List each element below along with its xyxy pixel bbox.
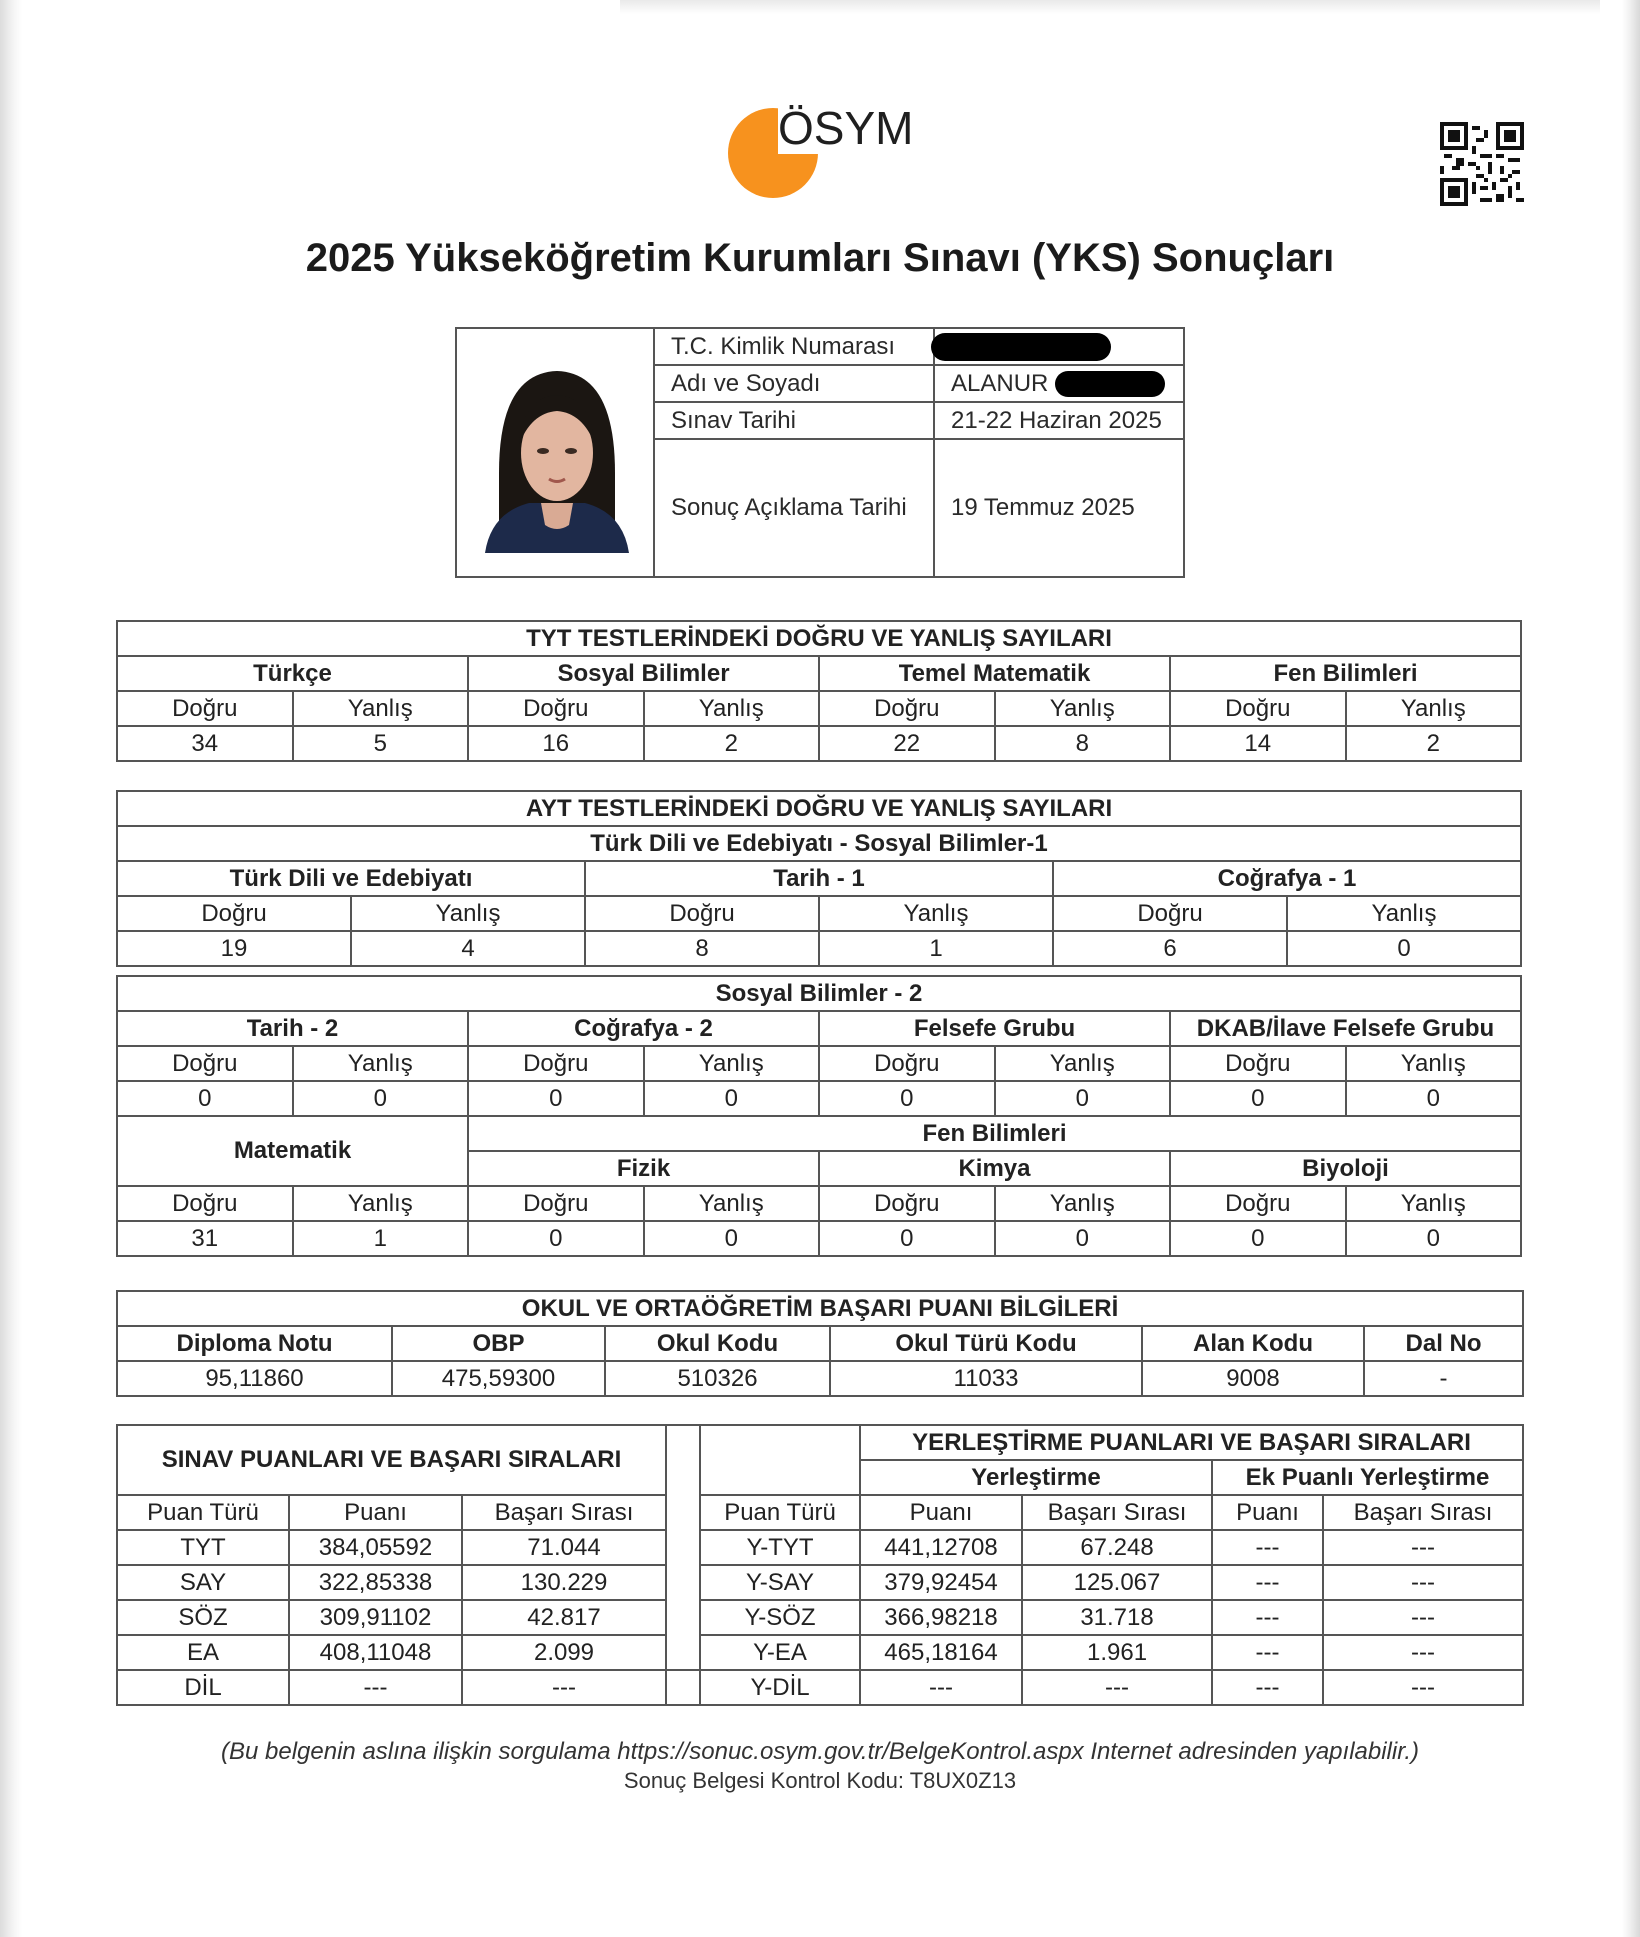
cell: --- <box>1212 1530 1323 1565</box>
value-cell: 1 <box>819 931 1053 966</box>
ayt-subject-cografya1: Coğrafya - 1 <box>1053 861 1521 896</box>
col-dogru: Doğru <box>819 691 995 726</box>
value-diploma: 95,11860 <box>117 1361 392 1396</box>
exam-date-value: 21-22 Haziran 2025 <box>934 402 1183 439</box>
ayt-subject-edebiyat: Türk Dili ve Edebiyatı <box>117 861 585 896</box>
col-yanlis: Yanlış <box>995 1186 1171 1221</box>
okul-table <box>116 1290 1524 1397</box>
tyt-title: TYT TESTLERİNDEKİ DOĞRU VE YANLIŞ SAYILARI <box>117 621 1521 656</box>
ayt-subject-tarih1: Tarih - 1 <box>585 861 1053 896</box>
col-puan-turu: Puan Türü <box>700 1495 860 1530</box>
cell: --- <box>462 1670 666 1705</box>
col-dogru: Doğru <box>117 691 293 726</box>
value-cell: 8 <box>995 726 1171 761</box>
header-okul-turu: Okul Türü Kodu <box>830 1326 1142 1361</box>
value-cell: 14 <box>1170 726 1346 761</box>
cell: Y-SAY <box>700 1565 860 1600</box>
control-code: Sonuç Belgesi Kontrol Kodu: T8UX0Z13 <box>623 1768 1017 1793</box>
sinav-title: SINAV PUANLARI VE BAŞARI SIRALARI <box>117 1425 666 1495</box>
tyt-subject-sosyal: Sosyal Bilimler <box>468 656 819 691</box>
value-cell: 19 <box>117 931 351 966</box>
cell: 465,18164 <box>860 1635 1022 1670</box>
value-cell: 0 <box>468 1221 644 1256</box>
col-dogru: Doğru <box>468 1186 644 1221</box>
col-yanlis: Yanlış <box>819 896 1053 931</box>
cell: --- <box>860 1670 1022 1705</box>
value-alan-kodu: 9008 <box>1142 1361 1364 1396</box>
col-yanlis: Yanlış <box>644 1186 820 1221</box>
col-dogru: Doğru <box>819 1186 995 1221</box>
col-yanlis: Yanlış <box>995 1046 1171 1081</box>
value-cell: 2 <box>644 726 820 761</box>
col-yanlis: Yanlış <box>293 691 469 726</box>
col-yanlis: Yanlış <box>1346 1186 1522 1221</box>
ayt-group2-title: Sosyal Bilimler - 2 <box>117 976 1521 1011</box>
col-yanlis: Yanlış <box>1287 896 1521 931</box>
page-title: 2025 Yükseköğretim Kurumları Sınavı (YKS) Sonuçları <box>305 236 1335 280</box>
yer-empty-cell <box>700 1425 860 1495</box>
cell: --- <box>1323 1670 1523 1705</box>
cell: 384,05592 <box>289 1530 462 1565</box>
cell: --- <box>1323 1635 1523 1670</box>
page-shadow-left <box>0 0 22 1937</box>
value-cell: 0 <box>1287 931 1521 966</box>
value-cell: 0 <box>293 1081 469 1116</box>
col-dogru: Doğru <box>1170 691 1346 726</box>
col-puani: Puanı <box>1212 1495 1323 1530</box>
header-diploma: Diploma Notu <box>117 1326 392 1361</box>
cell: EA <box>117 1635 289 1670</box>
announce-date-value: 19 Temmuz 2025 <box>951 494 1135 521</box>
value-cell: 16 <box>468 726 644 761</box>
col-yanlis: Yanlış <box>293 1046 469 1081</box>
ayt-subject-felsefe: Felsefe Grubu <box>819 1011 1170 1046</box>
info-row-name <box>655 365 1183 402</box>
cell: 42.817 <box>462 1600 666 1635</box>
candidate-info-box <box>455 327 1185 578</box>
cell: --- <box>1022 1670 1212 1705</box>
logo-text: ÖSYM <box>778 102 914 154</box>
value-dal-no: - <box>1364 1361 1523 1396</box>
col-dogru: Doğru <box>1053 896 1287 931</box>
cell: 309,91102 <box>289 1600 462 1635</box>
ayt-subject-kimya: Kimya <box>819 1151 1170 1186</box>
table-row <box>117 1530 1523 1565</box>
col-dogru: Doğru <box>468 691 644 726</box>
ayt-subject-matematik: Matematik <box>117 1116 468 1186</box>
redaction-mark <box>1055 371 1165 397</box>
col-dogru: Doğru <box>117 1046 293 1081</box>
value-cell: 4 <box>351 931 585 966</box>
cell: --- <box>1212 1635 1323 1670</box>
yer-sub1: Yerleştirme <box>860 1460 1212 1495</box>
col-puan-turu: Puan Türü <box>117 1495 289 1530</box>
candidate-info-table <box>655 329 1183 576</box>
cell: SAY <box>117 1565 289 1600</box>
cell: SÖZ <box>117 1600 289 1635</box>
ayt-subject-biyoloji: Biyoloji <box>1170 1151 1521 1186</box>
table-row <box>117 1670 1523 1705</box>
value-cell: 0 <box>1170 1221 1346 1256</box>
col-yanlis: Yanlış <box>1346 1046 1522 1081</box>
cell: --- <box>1323 1530 1523 1565</box>
col-puani: Puanı <box>289 1495 462 1530</box>
table-row <box>117 1565 1523 1600</box>
exam-date-label: Sınav Tarihi <box>655 402 934 439</box>
cell: 130.229 <box>462 1565 666 1600</box>
value-cell: 0 <box>995 1221 1171 1256</box>
cell: --- <box>1323 1565 1523 1600</box>
value-cell: 34 <box>117 726 293 761</box>
cell: 67.248 <box>1022 1530 1212 1565</box>
col-basari: Başarı Sırası <box>462 1495 666 1530</box>
name-value: ALANUR <box>951 369 1049 397</box>
announce-date-label: Sonuç Açıklama Tarihi <box>655 439 934 576</box>
tyt-table <box>116 620 1522 762</box>
value-cell: 0 <box>1346 1081 1522 1116</box>
ayt-subject-tarih2: Tarih - 2 <box>117 1011 468 1046</box>
col-yanlis: Yanlış <box>644 691 820 726</box>
value-cell: 0 <box>819 1081 995 1116</box>
cell: --- <box>1212 1670 1323 1705</box>
cell: 1.961 <box>1022 1635 1212 1670</box>
col-basari: Başarı Sırası <box>1323 1495 1523 1530</box>
ayt-subject-cografya2: Coğrafya - 2 <box>468 1011 819 1046</box>
page-shadow-top <box>620 0 1600 14</box>
cell: 379,92454 <box>860 1565 1022 1600</box>
col-dogru: Doğru <box>585 896 819 931</box>
name-value-cell <box>934 365 1183 402</box>
col-dogru: Doğru <box>1170 1046 1346 1081</box>
col-dogru: Doğru <box>117 1186 293 1221</box>
tc-value-redacted <box>934 329 1183 365</box>
osym-logo <box>724 100 924 200</box>
header-alan-kodu: Alan Kodu <box>1142 1326 1364 1361</box>
col-dogru: Doğru <box>468 1046 644 1081</box>
header-obp: OBP <box>392 1326 605 1361</box>
col-dogru: Doğru <box>819 1046 995 1081</box>
col-yanlis: Yanlış <box>293 1186 469 1221</box>
cell: 441,12708 <box>860 1530 1022 1565</box>
value-cell: 0 <box>819 1221 995 1256</box>
value-cell: 0 <box>1170 1081 1346 1116</box>
value-cell: 8 <box>585 931 819 966</box>
name-label: Adı ve Soyadı <box>655 365 934 402</box>
cell: TYT <box>117 1530 289 1565</box>
cell: 366,98218 <box>860 1600 1022 1635</box>
tyt-subject-turkce: Türkçe <box>117 656 468 691</box>
cell: 125.067 <box>1022 1565 1212 1600</box>
cell: 408,11048 <box>289 1635 462 1670</box>
table-row <box>117 1635 1523 1670</box>
candidate-photo <box>457 329 655 576</box>
verification-note: (Bu belgenin aslına ilişkin sorgulama https://sonuc.osym.gov.tr/BelgeKontrol.aspx Internet adresinden yapılabilir.) <box>221 1738 1419 1765</box>
cell: Y-SÖZ <box>700 1600 860 1635</box>
value-cell: 0 <box>1346 1221 1522 1256</box>
value-cell: 2 <box>1346 726 1522 761</box>
yer-sub2: Ek Puanlı Yerleştirme <box>1212 1460 1523 1495</box>
tyt-subject-fen: Fen Bilimleri <box>1170 656 1521 691</box>
value-cell: 31 <box>117 1221 293 1256</box>
cell: --- <box>1323 1600 1523 1635</box>
cell: 2.099 <box>462 1635 666 1670</box>
ayt-group1-title: Türk Dili ve Edebiyatı - Sosyal Bilimler-1 <box>117 826 1521 861</box>
col-yanlis: Yanlış <box>1346 691 1522 726</box>
cell: Y-DİL <box>700 1670 860 1705</box>
value-cell: 6 <box>1053 931 1287 966</box>
col-dogru: Doğru <box>117 896 351 931</box>
value-cell: 0 <box>995 1081 1171 1116</box>
value-obp: 475,59300 <box>392 1361 605 1396</box>
header-okul-kodu: Okul Kodu <box>605 1326 830 1361</box>
value-cell: 0 <box>644 1081 820 1116</box>
cell: --- <box>1212 1600 1323 1635</box>
portrait-image <box>479 353 635 553</box>
col-yanlis: Yanlış <box>351 896 585 931</box>
table-row <box>117 1600 1523 1635</box>
info-row-date <box>655 402 1183 439</box>
value-cell: 22 <box>819 726 995 761</box>
okul-title: OKUL VE ORTAÖĞRETİM BAŞARI PUANI BİLGİLERİ <box>117 1291 1523 1326</box>
cell: 322,85338 <box>289 1565 462 1600</box>
col-yanlis: Yanlış <box>644 1046 820 1081</box>
yer-title: YERLEŞTİRME PUANLARI VE BAŞARI SIRALARI <box>860 1425 1523 1460</box>
table-spacer <box>666 1425 700 1670</box>
cell: DİL <box>117 1670 289 1705</box>
info-row-tc <box>655 329 1183 365</box>
col-dogru: Doğru <box>1170 1186 1346 1221</box>
cell: Y-EA <box>700 1635 860 1670</box>
value-cell: 1 <box>293 1221 469 1256</box>
info-row-announce <box>655 439 1183 576</box>
spacer-cell <box>666 1670 700 1705</box>
col-basari: Başarı Sırası <box>1022 1495 1212 1530</box>
qr-code-icon <box>1440 122 1524 206</box>
col-puani: Puanı <box>860 1495 1022 1530</box>
ayt-subject-fizik: Fizik <box>468 1151 819 1186</box>
ayt-table-group2 <box>116 975 1522 1257</box>
value-cell: 0 <box>468 1081 644 1116</box>
tc-label: T.C. Kimlik Numarası <box>655 329 934 365</box>
ayt-title: AYT TESTLERİNDEKİ DOĞRU VE YANLIŞ SAYILARI <box>117 791 1521 826</box>
value-cell: 5 <box>293 726 469 761</box>
cell: 31.718 <box>1022 1600 1212 1635</box>
cell: --- <box>289 1670 462 1705</box>
cell: Y-TYT <box>700 1530 860 1565</box>
value-cell: 0 <box>117 1081 293 1116</box>
redaction-mark <box>931 333 1111 361</box>
page-shadow-right <box>1622 0 1640 1937</box>
scores-table <box>116 1424 1524 1706</box>
header-dal-no: Dal No <box>1364 1326 1523 1361</box>
cell: --- <box>1212 1565 1323 1600</box>
ayt-table-group1 <box>116 790 1522 967</box>
cell: 71.044 <box>462 1530 666 1565</box>
ayt-fen-title: Fen Bilimleri <box>468 1116 1521 1151</box>
col-yanlis: Yanlış <box>995 691 1171 726</box>
value-cell: 0 <box>644 1221 820 1256</box>
value-okul-turu: 11033 <box>830 1361 1142 1396</box>
value-okul-kodu: 510326 <box>605 1361 830 1396</box>
tyt-subject-temel-mat: Temel Matematik <box>819 656 1170 691</box>
ayt-subject-dkab: DKAB/İlave Felsefe Grubu <box>1170 1011 1521 1046</box>
